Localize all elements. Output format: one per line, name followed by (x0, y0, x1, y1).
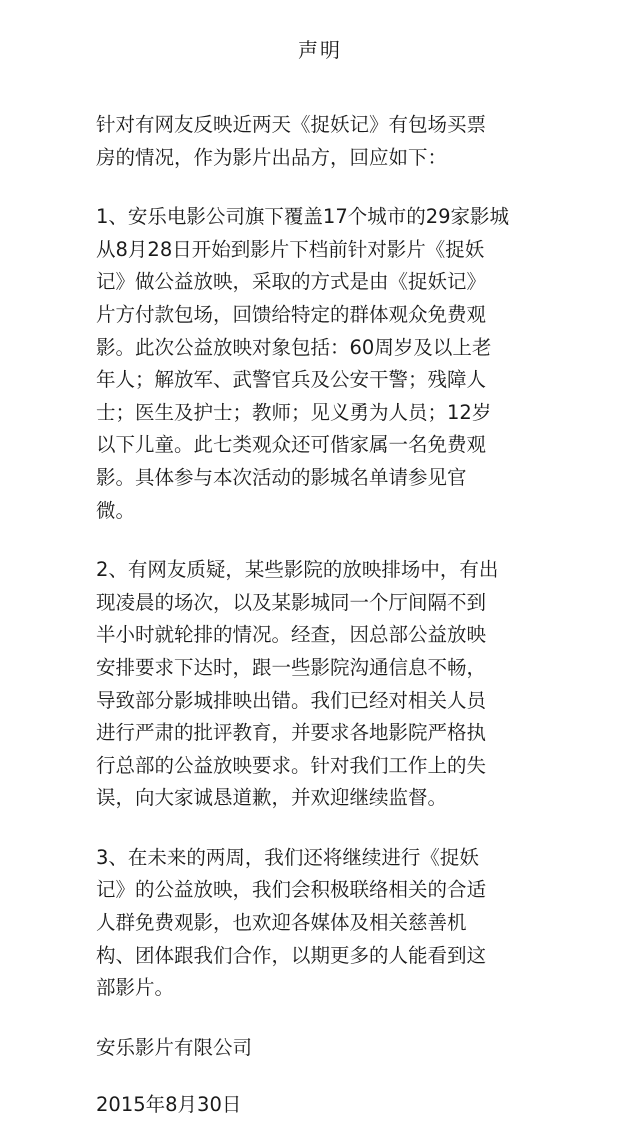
text-line: 记》做公益放映，采取的方式是由《捉妖记》 (96, 270, 487, 294)
signature (96, 1032, 556, 1064)
text-line: 导致部分影城排映出错。我们已经对相关人员 (96, 688, 487, 712)
text-line: 行总部的公益放映要求。针对我们工作上的失 (96, 753, 487, 777)
text-line: 从8月28日开始到影片下档前针对影片《捉妖 (96, 237, 485, 261)
text-line: 半小时就轮排的情况。经查，因总部公益放映 (96, 623, 487, 647)
text-line: 现凌晨的场次，以及某影城同一个厅间隔不到 (96, 590, 487, 614)
text-line: 人群免费观影，也欢迎各媒体及相关慈善机 (96, 911, 467, 935)
document-title: 声明 (298, 38, 342, 62)
intro-paragraph (96, 109, 556, 174)
text-line: 进行严肃的批评教育，并要求各地影院严格执 (96, 721, 487, 745)
text-line: 以下儿童。此七类观众还可偕家属一名免费观 (96, 433, 487, 457)
text-line: 3、在未来的两周，我们还将继续进行《捉妖 (96, 845, 479, 869)
text-line: 房的情况，作为影片出品方，回应如下： (96, 145, 448, 169)
point-2-paragraph (96, 554, 556, 815)
text-line: 构、团体跟我们合作，以期更多的人能看到这 (96, 943, 487, 967)
text-line: 片方付款包场，回馈给特定的群体观众免费观 (96, 302, 487, 326)
statement-date: 2015年8月30日 (96, 1092, 242, 1116)
text-line: 误，向大家诚恳道歉，并欢迎继续监督。 (96, 786, 448, 810)
text-line: 影。具体参与本次活动的影城名单请参见官 (96, 465, 467, 489)
text-line: 2、有网友质疑，某些影院的放映排场中，有出 (96, 558, 499, 582)
date-block (96, 1089, 556, 1121)
document-body (96, 109, 556, 1121)
point-1-paragraph (96, 201, 556, 527)
company-name: 安乐影片有限公司 (96, 1035, 253, 1059)
text-line: 安排要求下达时，跟一些影院沟通信息不畅， (96, 655, 487, 679)
text-line: 部影片。 (96, 976, 175, 1000)
text-line: 年人；解放军、武警官兵及公安干警；残障人 (96, 368, 487, 392)
point-3-paragraph (96, 842, 556, 1005)
text-line: 1、安乐电影公司旗下覆盖17个城市的29家影城 (96, 205, 510, 229)
text-line: 针对有网友反映近两天《捉妖记》有包场买票 (96, 113, 487, 136)
text-line: 影。此次公益放映对象包括：60周岁及以上老 (96, 335, 492, 359)
text-line: 微。 (96, 498, 136, 522)
text-line: 士；医生及护士；教师；见义勇为人员；12岁 (96, 400, 492, 424)
text-line: 记》的公益放映，我们会积极联络相关的合适 (96, 878, 487, 902)
